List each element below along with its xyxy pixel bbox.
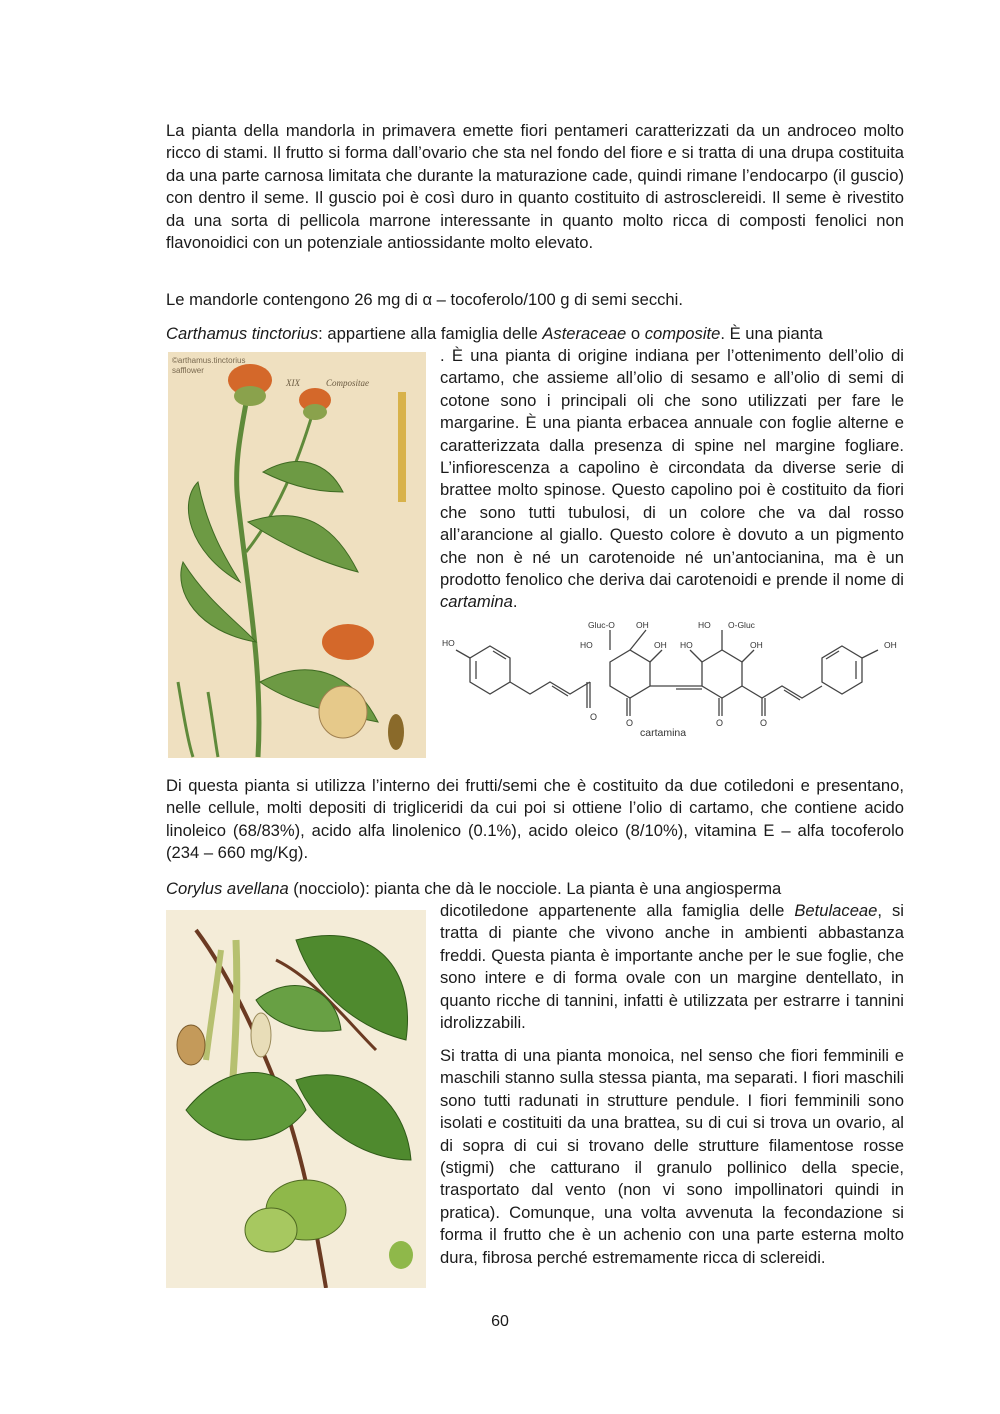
carthamus-drawing bbox=[168, 352, 426, 758]
formula-label-8: OH bbox=[750, 640, 763, 650]
cartamina-structural-formula bbox=[440, 616, 910, 746]
carthamus-plate-illustration bbox=[168, 352, 426, 758]
carthamus-text-4: . bbox=[512, 592, 518, 612]
carthamus-text-1: : appartiene alla famiglia delle bbox=[318, 324, 543, 343]
formula-label-1: HO bbox=[442, 638, 455, 648]
pigment-cartamina: cartamina bbox=[440, 592, 513, 612]
paragraph-carthamus-oil: Di questa pianta si utilizza l’interno dei frutti/semi che è costituito da due cotiledoni e presentano, nelle cellule, molti depositi di trigliceridi da cui poi si ottiene l’olio di cartamo, che contiene acido linoleico (68/83%), acido alfa linolenico (0.1%), acido oleico (8/10%), vitamina E – alfa tocoferolo (234 – 660 mg/Kg). bbox=[166, 776, 904, 863]
paragraph-carthamus-first-line: Carthamus tinctorius: appartiene alla famiglia delle Asteraceae o composite. È una pianta bbox=[166, 324, 823, 343]
species-name-carthamus: Carthamus tinctorius bbox=[166, 324, 319, 343]
family-composite: composite bbox=[644, 324, 721, 343]
svg-text:O: O bbox=[760, 718, 768, 728]
page-number: 60 bbox=[491, 1313, 509, 1330]
paragraph-almond-flowers: La pianta della mandorla in primavera emette fiori pentameri caratterizzati da un androceo molto ricco di stami. Il frutto si forma dall’ovario che sta nel fondo del fiore e si tratta di una drupa costituita da una parte carnosa limitata che durante la maturazione cade, quindi rimane l’endocarpo (il guscio) con dentro il seme. Il guscio poi è così duro in quanto costituito di astrosclereidi. Il seme è rivestito da una sorta di pellicola marrone interessante in quanto molto ricca di composti fenolici non flavonoidici con un potenziale antiossidante molto elevato. bbox=[166, 121, 904, 253]
species-name-corylus: Corylus avellana bbox=[166, 879, 289, 898]
formula-label-5: O-Gluc bbox=[728, 620, 755, 630]
paragraph-corylus-flowers: Si tratta di una pianta monoica, nel senso che fiori femminili e maschili stanno sulla stessa pianta, ma separati. I fiori maschili sono tutti radunati in strutture pendule. I fiori femminili sono isolati e costituiti da una brattea, su di cui si trova un ovario, al di sopra di cui si trovano delle strutture filamentose rosse (stigmi) che catturano il granulo pollinico della specie, trasportato dal vento (non vi sono impollinatori quindi in pratica). Comunque, una volta avvenuta la fecondazione si forma il frutto che è un achenio con una parte esterna molto dura, fibrosa perché estremamente ricca di sclereidi. bbox=[440, 1046, 904, 1267]
formula-label-7: OH bbox=[654, 640, 667, 650]
plate-number: XIX bbox=[286, 378, 300, 388]
formula-label-9: HO bbox=[680, 640, 693, 650]
paragraph-corylus-wrapped: dicotiledone appartenente alla famiglia delle Betulaceae, si tratta di piante che vivono anche in ambienti abbastanza freddi. Questa pianta è importante anche per le sue foglie, che sono intere e di forma ovale con un margine dentellato, in quanto ricche di tannini, infatti è utilizzata per estrarre i tannini idrolizzabili. bbox=[440, 901, 904, 1033]
formula-label-4: HO bbox=[580, 640, 593, 650]
corylus-drawing bbox=[166, 910, 426, 1288]
formula-label-6: HO bbox=[698, 620, 711, 630]
carthamus-text-3: . È una pianta di origine indiana per l’ottenimento dell’olio di cartamo, che assieme all’olio di sesamo e all’olio di semi di cotone sono i principali oli che sono utilizzati per fare le margarine. È una pianta erbacea annuale con foglie alterne e caratterizzata dalla presenza di spine nel margine fogliare. L’infiorescenza a capolino è circondata da diverse serie di brattee molto spinose. Questo capolino poi è costituito da fiori che sono tutti tubulosi, di un colore che va dal rosso all’arancione al giallo. Questo colore è dovuto a un pigmento che non è né un carotenoide né un’antocianina, ma è un prodotto fenolico che deriva dai carotenoidi e prende il nome di bbox=[440, 346, 904, 590]
formula-caption: cartamina bbox=[640, 727, 687, 739]
plate-watermark-2: safflower bbox=[172, 366, 204, 375]
svg-text:O: O bbox=[716, 718, 724, 728]
svg-text:O: O bbox=[590, 712, 598, 722]
corylus-plate-illustration bbox=[166, 910, 426, 1288]
formula-label-10: OH bbox=[884, 640, 897, 650]
carthamus-text-2: o bbox=[626, 324, 645, 343]
corylus-text-2: , si tratta di piante che vivono anche in ambienti abbastanza freddi. Questa pianta è importante anche per le sue foglie, che sono intere e di forma ovale con un margine dentellato, in quanto ricche di tannini, infatti è utilizzata per estrarre i tannini idrolizzabili. bbox=[440, 901, 904, 1033]
paragraph-corylus-first-line: Corylus avellana (nocciolo): pianta che dà le nocciole. La pianta è una angiosperma bbox=[166, 879, 782, 898]
svg-text:O: O bbox=[626, 718, 634, 728]
formula-label-2: Gluc-O bbox=[588, 620, 615, 630]
plate-watermark-1: ©arthamus.tinctorius bbox=[172, 356, 246, 365]
paragraph-almond-tocopherol: Le mandorle contengono 26 mg di α – tocoferolo/100 g di semi secchi. bbox=[166, 290, 683, 309]
family-asteraceae: Asteraceae bbox=[542, 324, 627, 343]
family-betulaceae: Betulaceae bbox=[794, 901, 878, 920]
paragraph-carthamus-wrapped bbox=[440, 345, 904, 614]
plate-family: Compositae bbox=[326, 378, 370, 388]
cartamina-formula-svg bbox=[440, 616, 910, 746]
formula-label-3: OH bbox=[636, 620, 649, 630]
